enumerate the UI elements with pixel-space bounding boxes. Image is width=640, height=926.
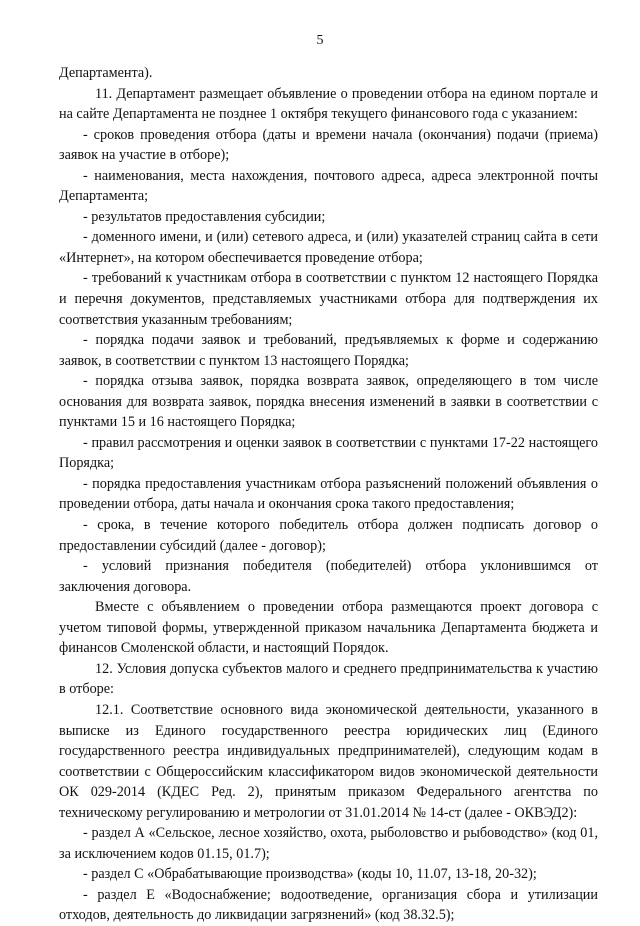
paragraph-announcement-docs: Вместе с объявлением о проведении отбора размещаются проект договора с учетом типовой формы, утвержденной приказом начальника Департамента бюджета и финансов Смоленской области, и настоящий Порядок. [59, 599, 598, 657]
list-item: - порядка предоставления участникам отбора разъяснений положений объявления о проведении отбора, даты начала и окончания срока такого предоставления; [59, 475, 598, 513]
page-number: 5 [316, 33, 324, 48]
list-item: - раздел С «Обрабатывающие производства» (коды 10, 11.07, 13-18, 20-32); [83, 866, 537, 883]
list-item: - раздел Е «Водоснабжение; водоотведение, организация сбора и утилизации отходов, деятельность до ликвидации загрязнений» (код 38.32.5); [59, 886, 598, 924]
paragraph-clause-12: 12. Условия допуска субъектов малого и среднего предпринимательства к участию в отборе: [59, 660, 598, 698]
list-item: - правил рассмотрения и оценки заявок в соответствии с пунктами 17-22 настоящего Порядка; [59, 434, 598, 472]
list-item: - наименования, места нахождения, почтового адреса, адреса электронной почты Департамента; [59, 167, 598, 205]
paragraph-clause-11: 11. Департамент размещает объявление о проведении отбора на едином портале и на сайте Департамента не позднее 1 октября текущего финансового года с указанием: [59, 85, 598, 123]
list-item: - срока, в течение которого победитель отбора должен подписать договор о предоставлении субсидий (далее - договор); [59, 517, 598, 554]
list-item: - порядка отзыва заявок, порядка возврата заявок, определяющего в том числе основания для возврата заявок, порядка внесения изменений в заявки в соответствии с пунктами 15 и 16 настоящего Порядка; [59, 373, 598, 431]
list-item: - доменного имени, и (или) сетевого адреса, и (или) указателей страниц сайта в сети «Интернет», на котором обеспечивается проведение отбора; [59, 229, 598, 266]
list-item: - раздел А «Сельское, лесное хозяйство, охота, рыболовство и рыбоводство» (код 01, за исключением кодов 01.15, 01.7); [59, 825, 598, 862]
list-item: - результатов предоставления субсидии; [83, 208, 326, 225]
paragraph-clause-12-1: 12.1. Соответствие основного вида экономической деятельности, указанного в выписке из Единого государственного реестра юридических лиц (Единого государственного реестра индивидуальных предпринимателей), следующим кодам в соответствии с Общероссийским классификатором видов экономической деятельности ОК 029-2014 (КДЕС Ред. 2), принятым приказом Федерального агентства по техническому регулированию и метрологии от 31.01.2014 № 14-ст (далее - ОКВЭД2): [59, 701, 598, 821]
list-item: - требований к участникам отбора в соответствии с пунктом 12 настоящего Порядка и перечня документов, представляемых участниками отбора для подтверждения их соответствия указанным требованиям; [59, 270, 598, 328]
paragraph-continuation: Департамента). [59, 65, 153, 81]
list-item: - условий признания победителя (победителей) отбора уклонившимся от заключения договора. [59, 558, 598, 595]
list-item: - порядка подачи заявок и требований, предъявляемых к форме и содержанию заявок, в соответствии с пунктом 13 настоящего Порядка; [59, 332, 598, 369]
document-body [59, 63, 598, 926]
list-item: - сроков проведения отбора (даты и времени начала (окончания) подачи (приема) заявок на участие в отборе); [59, 126, 598, 164]
